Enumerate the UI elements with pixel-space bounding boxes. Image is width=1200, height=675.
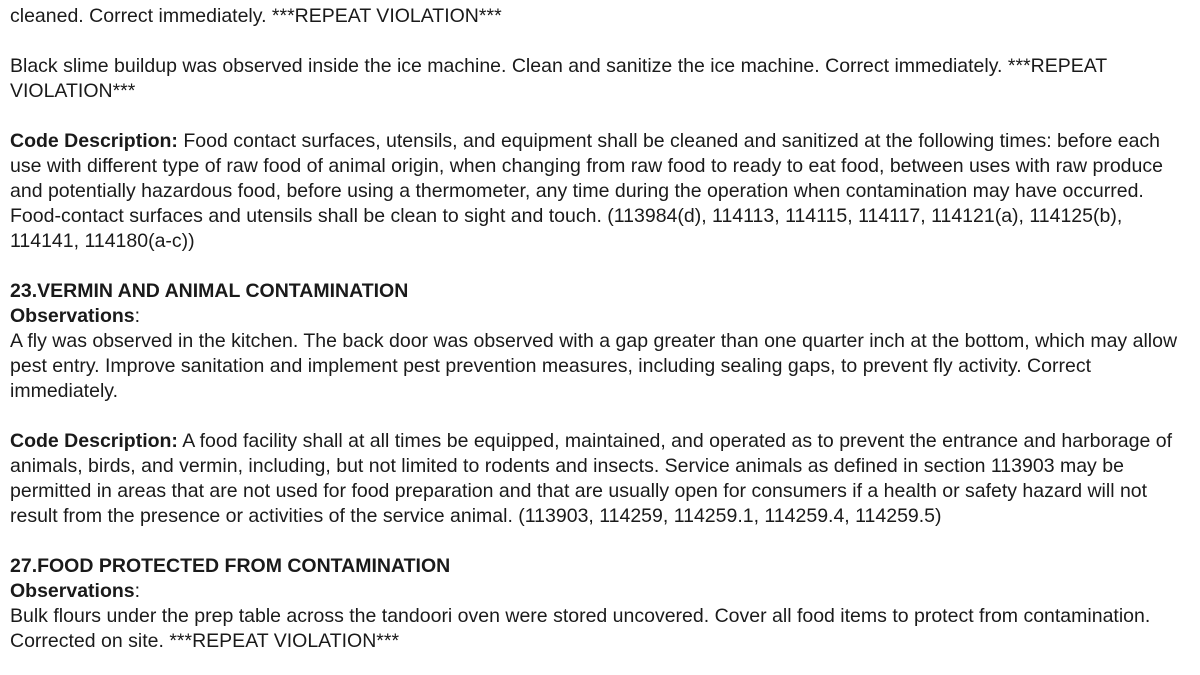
- section-heading-23: 23.VERMIN AND ANIMAL CONTAMINATION: [10, 280, 409, 302]
- spacer: [10, 529, 1190, 554]
- spacer: [10, 254, 1190, 279]
- code-description-label: Code Description:: [10, 430, 178, 452]
- code-description-label: Code Description:: [10, 130, 178, 152]
- observations-colon: :: [134, 580, 141, 602]
- code-description-paragraph: [10, 129, 1190, 254]
- observations-text: A fly was observed in the kitchen. The back door was observed with a gap greater than one quarter inch at the bottom, which may allow pest entry. Improve sanitation and implement pest prevention measures, including sealing gaps, to prevent fly activity. Correct immediately.: [10, 330, 1178, 402]
- spacer: [10, 404, 1190, 429]
- spacer: [10, 104, 1190, 129]
- observations-label: Observations: [10, 580, 135, 602]
- observations-colon: :: [134, 305, 141, 327]
- observations-title: [10, 579, 1190, 604]
- code-description-text: A food facility shall at all times be equipped, maintained, and operated as to prevent the entrance and harborage of animals, birds, and vermin, including, but not limited to rodents and insects. Service animals as defined in section 113903 may be permitted in areas that are not used for food preparation and that are usually open for consumers if a health or safety hazard will not result from the presence or activities of the service animal. (113903, 114259, 114259.1, 114259.4, 114259.5): [10, 430, 1173, 527]
- observations-title: [10, 304, 1190, 329]
- ice-machine-observation: Black slime buildup was observed inside the ice machine. Clean and sanitize the ice machine. Correct immediately. ***REPEAT VIOLATION***: [10, 55, 1107, 102]
- code-description-paragraph: [10, 429, 1190, 529]
- spacer: [10, 29, 1190, 54]
- observations-text: Bulk flours under the prep table across the tandoori oven were stored uncovered. Cover all food items to protect from contamination. Corrected on site. ***REPEAT VIOLATION***: [10, 605, 1151, 652]
- code-description-text: Food contact surfaces, utensils, and equipment shall be cleaned and sanitized at the following times: before each use with different type of raw food of animal origin, when changing from raw food to ready to eat food, between uses with raw produce and potentially hazardous food, before using a thermometer, any time during the operation when contamination may have occurred. Food-contact surfaces and utensils shall be clean to sight and touch. (113984(d), 114113, 114115, 114117, 114121(a), 114125(b), 114141, 114180(a-c)): [10, 130, 1163, 252]
- section-heading-27: 27.FOOD PROTECTED FROM CONTAMINATION: [10, 555, 451, 577]
- observations-label: Observations: [10, 305, 135, 327]
- previous-violation-tail: cleaned. Correct immediately. ***REPEAT VIOLATION***: [10, 5, 502, 27]
